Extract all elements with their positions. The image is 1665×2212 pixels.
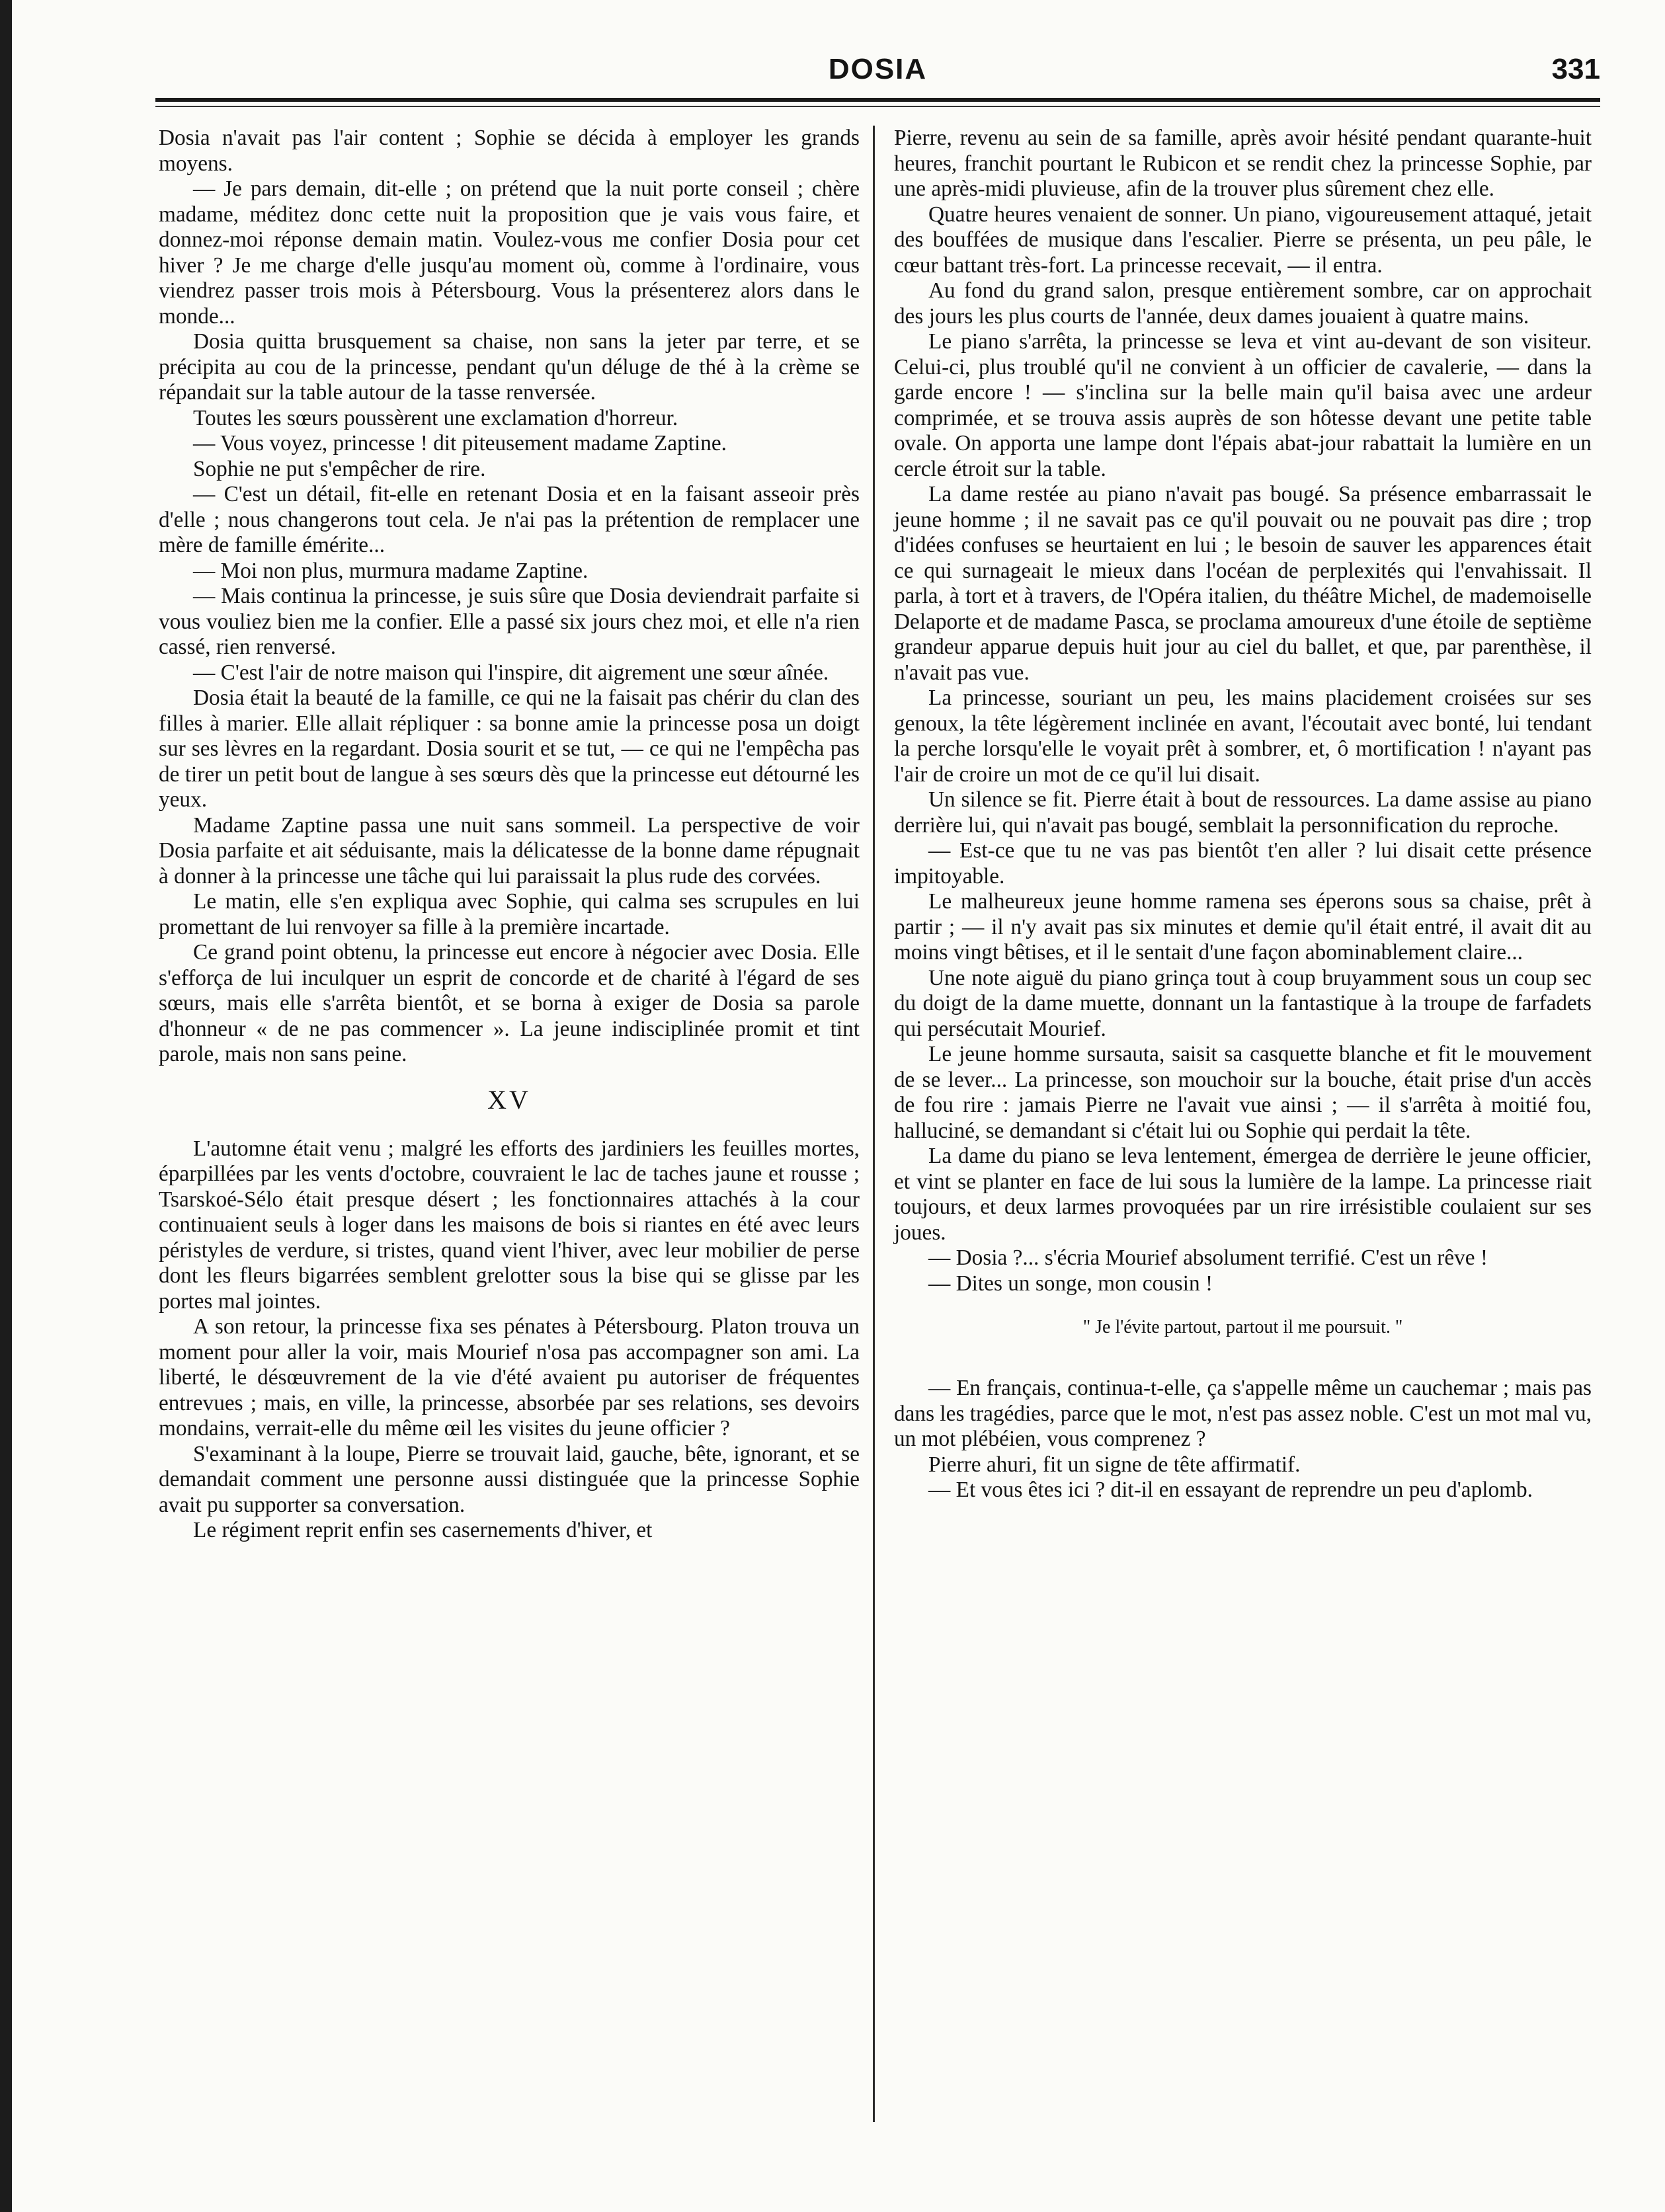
paragraph: Pierre ahuri, fit un signe de tête affirmatif. bbox=[928, 1452, 1301, 1477]
right-column bbox=[894, 126, 1592, 1503]
paragraph: — Mais continua la princesse, je suis sûre que Dosia deviendrait parfaite si vous vouliez bien me la confier. Elle a passé six jours chez moi, et elle n'a rien cassé, rien renversé. bbox=[159, 584, 860, 659]
paragraph: — Je pars demain, dit-elle ; on prétend que la nuit porte conseil ; chère madame, méditez donc cette nuit la proposition que je vais vous faire, et donnez-moi réponse demain matin. Voulez-vous me confier Dosia pour cet hiver ? Je me charge d'elle jusqu'au moment où, comme à l'ordinaire, vous viendrez passer trois mois à Pétersbourg. Vous la présenterez alors dans le monde... bbox=[159, 177, 860, 329]
paragraph: — Vous voyez, princesse ! dit piteusement madame Zaptine. bbox=[193, 431, 727, 455]
header-rule bbox=[155, 98, 1600, 102]
paragraph: Dosia quitta brusquement sa chaise, non sans la jeter par terre, et se précipita au cou de la princesse, pendant qu'un déluge de thé à la crème se répandait sur la table autour de la tasse renversée. bbox=[159, 329, 860, 405]
paragraph: Un silence se fit. Pierre était à bout de ressources. La dame assise au piano derrière lui, qui n'avait pas bougé, semblait la personnification du reproche. bbox=[894, 787, 1592, 838]
epigraph-quote: " Je l'évite partout, partout il me poursuit. " bbox=[1082, 1317, 1403, 1337]
running-title: DOSIA bbox=[828, 53, 928, 85]
paragraph: — En français, continua-t-elle, ça s'appelle même un cauchemar ; mais pas dans les tragédies, parce que le mot, n'est pas assez noble. C'est un mot mal vu, un mot plébéien, vous comprenez ? bbox=[894, 1376, 1592, 1451]
paragraph: Ce grand point obtenu, la princesse eut encore à négocier avec Dosia. Elle s'efforça de lui inculquer un esprit de concorde et de charité à l'égard de ses sœurs, mais elle s'arrêta bientôt, et se borna à exiger de Dosia sa parole d'honneur « de ne pas commencer ». La jeune indisciplinée promit et tint parole, mais non sans peine. bbox=[159, 940, 860, 1066]
paragraph: — Est-ce que tu ne vas pas bientôt t'en aller ? lui disait cette présence impitoyable. bbox=[894, 838, 1592, 889]
paragraph: Le piano s'arrêta, la princesse se leva et vint au-devant de son visiteur. Celui-ci, plus troublé qu'il ne convient à un officier de cavalerie, — dans la garde encore ! — s'inclina sur la belle main qu'il baisa avec une ardeur comprimée, et se trouva assis auprès de son hôtesse devant une petite table ovale. On apporta une lampe dont l'épais abat-jour rabattait la lumière en un cercle étroit sur la table. bbox=[894, 329, 1592, 481]
paragraph: A son retour, la princesse fixa ses pénates à Pétersbourg. Platon trouva un moment pour aller la voir, mais Mourief n'osa pas accompagner son ami. La liberté, le désœuvrement de la vie d'été avaient pu autoriser de fréquentes entrevues ; mais, en ville, la princesse, absorbée par ses relations, ses devoirs mondains, verrait-elle du même œil les visites du jeune officier ? bbox=[159, 1314, 860, 1441]
page-number: 331 bbox=[1551, 53, 1600, 85]
paragraph: Le matin, elle s'en expliqua avec Sophie, qui calma ses scrupules en lui promettant de lui renvoyer sa fille à la première incartade. bbox=[159, 889, 860, 939]
column-divider bbox=[873, 126, 875, 2122]
page-header bbox=[155, 53, 1600, 93]
paragraph: Au fond du grand salon, presque entièrement sombre, car on approchait des jours les plus courts de l'année, deux dames jouaient à quatre mains. bbox=[894, 278, 1592, 329]
chapter-heading: XV bbox=[487, 1084, 531, 1115]
paragraph: Pierre, revenu au sein de sa famille, après avoir hésité pendant quarante-huit heures, franchit pourtant le Rubicon et se rendit chez la princesse Sophie, par une après-midi pluvieuse, afin de la trouver plus sûrement chez elle. bbox=[894, 126, 1592, 201]
paragraph: Quatre heures venaient de sonner. Un piano, vigoureusement attaqué, jetait des bouffées de musique dans l'escalier. Pierre se présenta, un peu pâle, le cœur battant très-fort. La princesse recevait, — il entra. bbox=[894, 202, 1592, 278]
page-edge-shadow bbox=[0, 0, 12, 2212]
paragraph: Le malheureux jeune homme ramena ses éperons sous sa chaise, prêt à partir ; — il n'y avait pas six minutes et demie qu'il était entré, il avait dit au moins vingt bêtises, et il le sentait d'une façon abominablement claire... bbox=[894, 889, 1592, 965]
paragraph: Toutes les sœurs poussèrent une exclamation d'horreur. bbox=[193, 405, 678, 430]
paragraph: Une note aiguë du piano grinça tout à coup bruyamment sous un coup sec du doigt de la dame muette, donnant un la fantastique à la troupe de farfadets qui persécutait Mourief. bbox=[894, 965, 1592, 1041]
paragraph: La dame restée au piano n'avait pas bougé. Sa présence embarrassait le jeune homme ; il ne savait pas ce qu'il pouvait ou ne pouvait pas dire ; trop d'idées confuses se heurtaient en lui ; le besoin de sauver les apparences était ce qui surnageait le mieux dans l'océan de perplexités qui l'envahissait. Il parla, à tort et à travers, de l'Opéra italien, du théâtre Michel, de mademoiselle Delaporte et de madame Pasca, se proclama amoureux d'une étoile de septième grandeur apparue depuis huit jour au ciel du ballet, et que, par parenthèse, il n'avait pas vue. bbox=[894, 482, 1592, 685]
paragraph: Dosia n'avait pas l'air content ; Sophie se décida à employer les grands moyens. bbox=[159, 126, 860, 176]
paragraph: La dame du piano se leva lentement, émergea de derrière le jeune officier, et vint se planter en face de lui sous la lumière de la lampe. La princesse riait toujours, et deux larmes provoquées par un rire irrésistible coulaient sur ses joues. bbox=[894, 1144, 1592, 1245]
paragraph: — Moi non plus, murmura madame Zaptine. bbox=[193, 558, 589, 583]
paragraph: S'examinant à la loupe, Pierre se trouvait laid, gauche, bête, ignorant, et se demandait comment une personne aussi distinguée que la princesse Sophie avait pu supporter sa conversation. bbox=[159, 1441, 860, 1517]
paragraph: — Dites un songe, mon cousin ! bbox=[928, 1271, 1213, 1296]
paragraph: — C'est un détail, fit-elle en retenant Dosia et en la faisant asseoir près d'elle ; nous changerons tout cela. Je n'ai pas la prétention de remplacer une mère de famille émérite... bbox=[159, 482, 860, 557]
paragraph: — C'est l'air de notre maison qui l'inspire, dit aigrement une sœur aînée. bbox=[193, 660, 829, 685]
paragraph: Le régiment reprit enfin ses casernements d'hiver, et bbox=[193, 1518, 653, 1542]
paragraph: Dosia était la beauté de la famille, ce qui ne la faisait pas chérir du clan des filles à marier. Elle allait répliquer : sa bonne amie la princesse posa un doigt sur ses lèvres en la regardant. Dosia sourit et se tut, — ce qui ne l'empêcha pas de tirer un petit bout de langue à ses sœurs dès que la princesse eut détourné les yeux. bbox=[159, 686, 860, 812]
paragraph: Sophie ne put s'empêcher de rire. bbox=[193, 456, 486, 481]
paragraph: La princesse, souriant un peu, les mains placidement croisées sur ses genoux, la tête légèrement inclinée en avant, l'écoutait avec bonté, lui tendant la perche lorsqu'elle le voyait prêt à sombrer, et, ô mortification ! n'ayant pas l'air de croire un mot de ce qu'il lui disait. bbox=[894, 686, 1592, 787]
paragraph: Madame Zaptine passa une nuit sans sommeil. La perspective de voir Dosia parfaite et ait séduisante, mais la délicatesse de la bonne dame répugnait à donner à la princesse une tâche qui lui paraissait la plus rude des corvées. bbox=[159, 812, 860, 889]
paragraph: — Et vous êtes ici ? dit-il en essayant de reprendre un peu d'aplomb. bbox=[928, 1478, 1533, 1502]
left-column bbox=[159, 126, 860, 1544]
paragraph: L'automne était venu ; malgré les efforts des jardiniers les feuilles mortes, éparpillées par les vents d'octobre, couvraient le lac de taches jaune et rousse ; Tsarskoé-Sélo était presque désert ; les fonctionnaires attachés à la cour continuaient seuls à loger dans les maisons de bois si riantes en été avec leurs péristyles de verdure, si tristes, quand vient l'hiver, avec leur mobilier de perse dont les fleurs bigarrées semblent grelotter sous la bise qui se glisse par les portes mal jointes. bbox=[159, 1136, 860, 1314]
paragraph: — Dosia ?... s'écria Mourief absolument terrifié. C'est un rêve ! bbox=[928, 1245, 1488, 1270]
header-rule-thin bbox=[155, 106, 1600, 107]
paragraph: Le jeune homme sursauta, saisit sa casquette blanche et fit le mouvement de se lever... La princesse, son mouchoir sur la bouche, était prise d'un accès de fou rire : jamais Pierre ne l'avait vue ainsi ; — il s'arrêta à moitié fou, halluciné, se demandant si c'était lui ou Sophie qui perdait la tête. bbox=[894, 1042, 1592, 1143]
